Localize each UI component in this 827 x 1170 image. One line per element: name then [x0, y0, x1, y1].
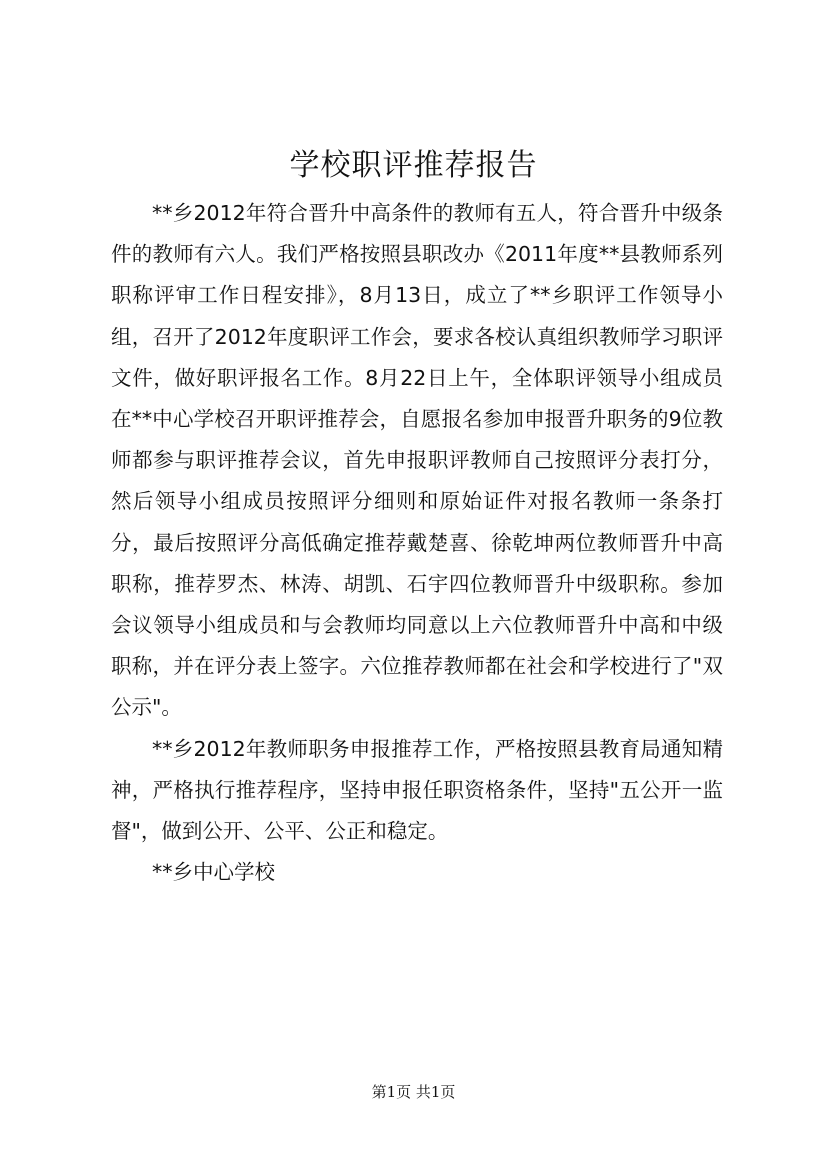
document-body: [111, 193, 723, 893]
paragraph-2: **乡2012年教师职务申报推荐工作，严格按照县教育局通知精神，严格执行推荐程序，坚持申报任职资格条件，坚持"五公开一监督"，做到公开、公平、公正和稳定。: [111, 736, 723, 844]
paragraph-1: **乡2012年符合晋升中高条件的教师有五人，符合晋升中级条件的教师有六人。我们严格按照县职改办《2011年度**县教师系列职称评审工作日程安排》，8月13日，成立了**乡职评工作领导小组，召开了2012年度职评工作会，要求各校认真组织教师学习职评文件，做好职评报名工作。8月22日上午，全体职评领导小组成员在**中心学校召开职评推荐会，自愿报名参加申报晋升职务的9位教师都参与职评推荐会议，首先申报职评教师自己按照评分表打分，然后领导小组成员按照评分细则和原始证件对报名教师一条条打分，最后按照评分高低确定推荐戴楚喜、徐乾坤两位教师晋升中高职称，推荐罗杰、林涛、胡凯、石宇四位教师晋升中级职称。参加会议领导小组成员和与会教师均同意以上六位教师晋升中高和中级职称，并在评分表上签字。六位推荐教师都在社会和学校进行了"双公示"。: [111, 201, 723, 720]
signature: **乡中心学校: [152, 860, 275, 885]
document-title: 学校职评推荐报告: [289, 148, 538, 183]
page-number-footer: 第1页 共1页: [371, 1083, 456, 1101]
